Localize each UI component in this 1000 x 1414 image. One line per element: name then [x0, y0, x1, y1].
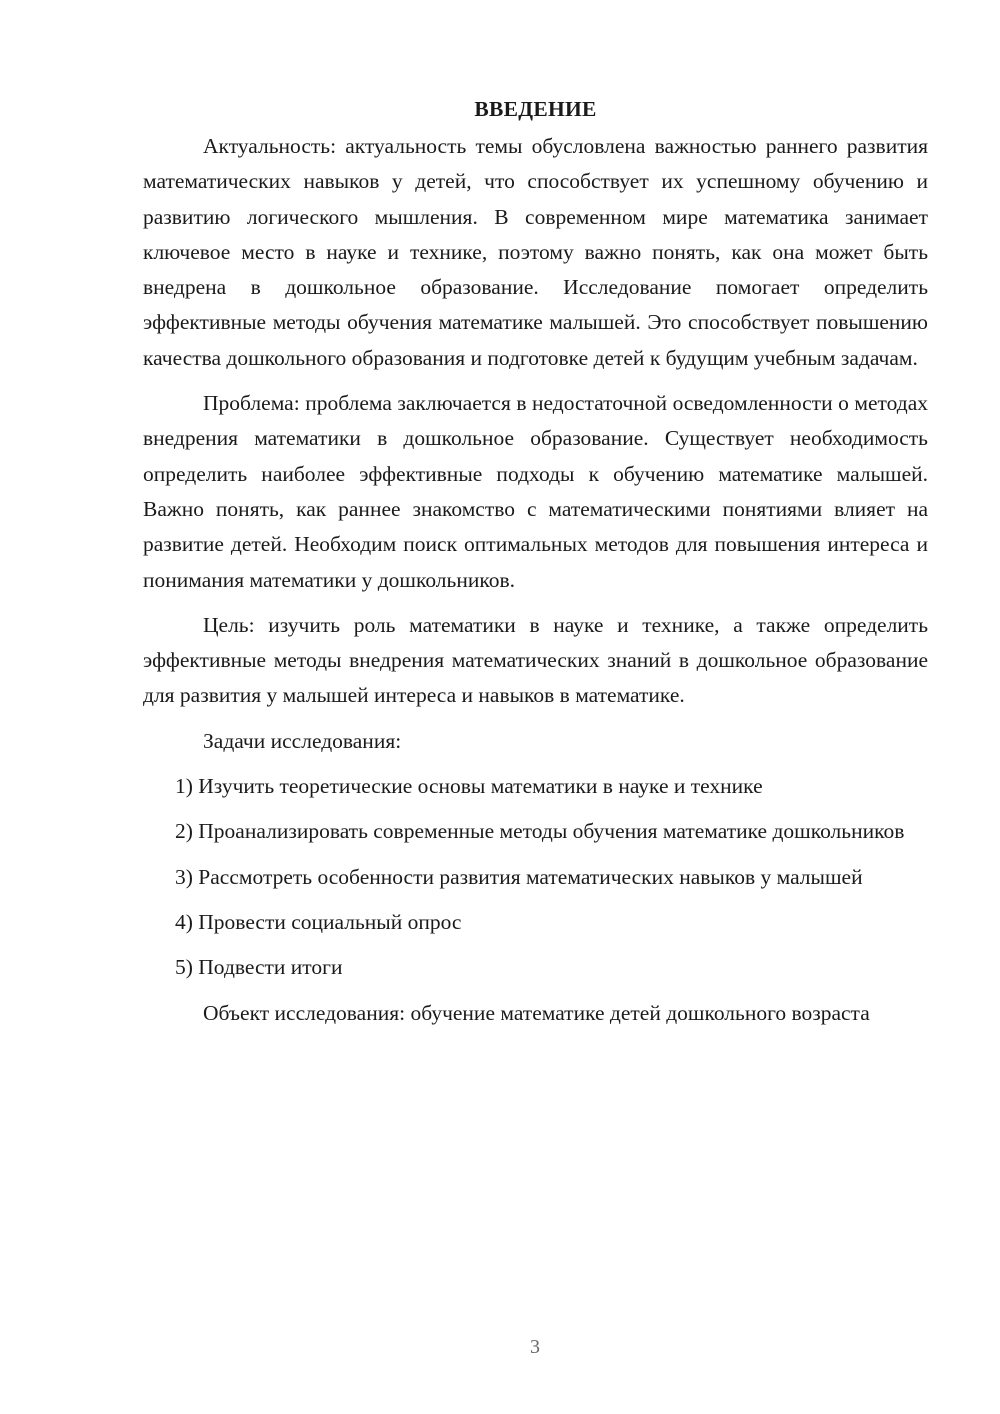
page-title: ВВЕДЕНИЕ — [474, 97, 597, 121]
object-paragraph: Объект исследования: обучение математике детей дошкольного возраста — [203, 1000, 870, 1025]
relevance-paragraph: Актуальность: актуальность темы обусловлена важностью раннего развития математических навыков у детей, что способствует их успешному обучению и развитию логического мышления. В современном мире математика занимает ключевое место в науке и технике, поэтому важно понять, как она может быть внедрена в дошкольное образование. Исследование помогает определить эффективные методы обучения математике малышей. Это способствует повышению качества дошкольного образования и подготовке детей к будущим учебным задачам. — [143, 134, 928, 370]
goal-paragraph: Цель: изучить роль математики в науке и технике, а также определить эффективные методы внедрения математических знаний в дошкольное образование для развития у малышей интереса и навыков в математике. — [143, 612, 928, 708]
task-item-1: 1) Изучить теоретические основы математики в науке и технике — [175, 774, 763, 799]
problem-paragraph: Проблема: проблема заключается в недостаточной осведомленности о методах внедрения математики в дошкольное образование. Существует необходимость определить наиболее эффективные подходы к обучению математике малышей. Важно понять, как раннее знакомство с математическими понятиями влияет на развитие детей. Необходим поиск оптимальных методов для повышения интереса и понимания математики у дошкольников. — [143, 391, 928, 592]
page-content — [143, 92, 928, 1031]
task-item-3: 3) Рассмотреть особенности развития математических навыков у малышей — [175, 864, 863, 889]
task-item-4: 4) Провести социальный опрос — [175, 909, 462, 934]
task-item-2: 2) Проанализировать современные методы обучения математике дошкольников — [175, 819, 905, 844]
tasks-list — [143, 769, 928, 985]
page-number: 3 — [530, 1336, 540, 1358]
tasks-heading: Задачи исследования: — [203, 728, 402, 753]
task-item-5: 5) Подвести итоги — [175, 955, 343, 980]
